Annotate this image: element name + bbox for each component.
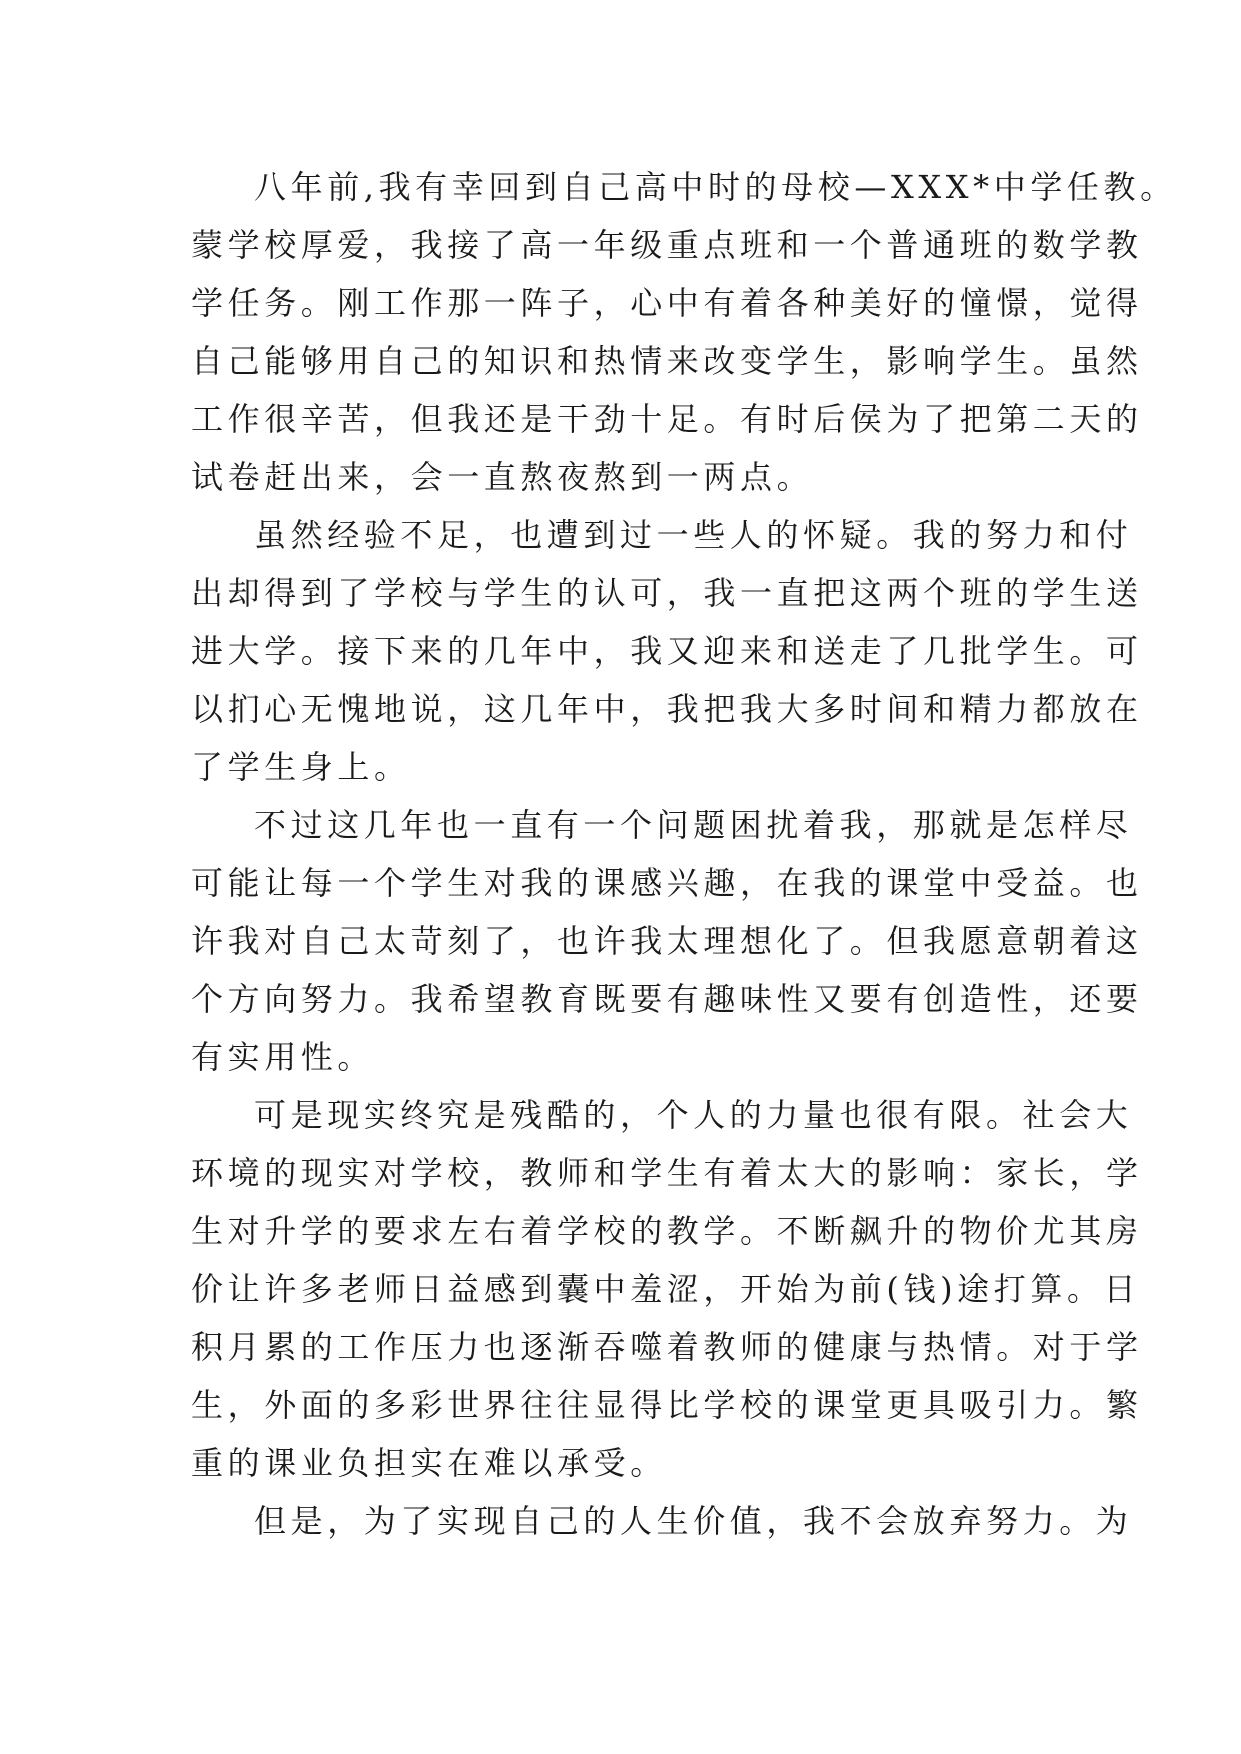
text-line: 自己能够用自己的知识和热情来改变学生，影响学生。虽然 — [191, 342, 1143, 380]
paragraph — [191, 158, 1191, 506]
text-line: 工作很辛苦，但我还是干劲十足。有时后侯为了把第二天的 — [191, 400, 1143, 438]
text-line: 试卷赶出来，会一直熬夜熬到一两点。 — [191, 458, 814, 496]
text-line: 虽然经验不足，也遭到过一些人的怀疑。我的努力和付 — [254, 516, 1133, 554]
text-line: 学任务。刚工作那一阵子，心中有着各种美好的憧憬，觉得 — [191, 284, 1143, 322]
text-line: 以扪心无愧地说，这几年中，我把我大多时间和精力都放在 — [191, 690, 1143, 728]
paragraph — [191, 1492, 1191, 1550]
text-line: 重的课业负担实在难以承受。 — [191, 1444, 667, 1482]
document-body — [191, 158, 1191, 1550]
text-line: 进大学。接下来的几年中，我又迎来和送走了几批学生。可 — [191, 632, 1143, 670]
text-line: 生对升学的要求左右着学校的教学。不断飙升的物价尤其房 — [191, 1212, 1143, 1250]
paragraph — [191, 506, 1191, 796]
text-line: 生，外面的多彩世界往往显得比学校的课堂更具吸引力。繁 — [191, 1386, 1143, 1424]
text-line: 了学生身上。 — [191, 748, 411, 786]
text-line: 许我对自己太苛刻了，也许我太理想化了。但我愿意朝着这 — [191, 922, 1143, 960]
text-line: 蒙学校厚爱，我接了高一年级重点班和一个普通班的数学教 — [191, 226, 1143, 264]
text-line: 价让许多老师日益感到囊中羞涩，开始为前(钱)途打算。日 — [191, 1270, 1141, 1308]
text-line: 出却得到了学校与学生的认可，我一直把这两个班的学生送 — [191, 574, 1143, 612]
text-line: 环境的现实对学校，教师和学生有着太大的影响：家长，学 — [191, 1154, 1143, 1192]
text-line: 可能让每一个学生对我的课感兴趣，在我的课堂中受益。也 — [191, 864, 1143, 902]
text-line: 八年前,我有幸回到自己高中时的母校—XXX*中学任教。 — [254, 168, 1177, 206]
text-line: 有实用性。 — [191, 1038, 375, 1076]
paragraph — [191, 796, 1191, 1086]
text-line: 可是现实终究是残酷的，个人的力量也很有限。社会大 — [254, 1096, 1133, 1134]
text-line: 积月累的工作压力也逐渐吞噬着教师的健康与热情。对于学 — [191, 1328, 1143, 1366]
text-line: 个方向努力。我希望教育既要有趣味性又要有创造性，还要 — [191, 980, 1143, 1018]
text-line: 不过这几年也一直有一个问题困扰着我，那就是怎样尽 — [254, 806, 1133, 844]
text-line: 但是，为了实现自己的人生价值，我不会放弃努力。为 — [254, 1502, 1133, 1540]
paragraph — [191, 1086, 1191, 1492]
